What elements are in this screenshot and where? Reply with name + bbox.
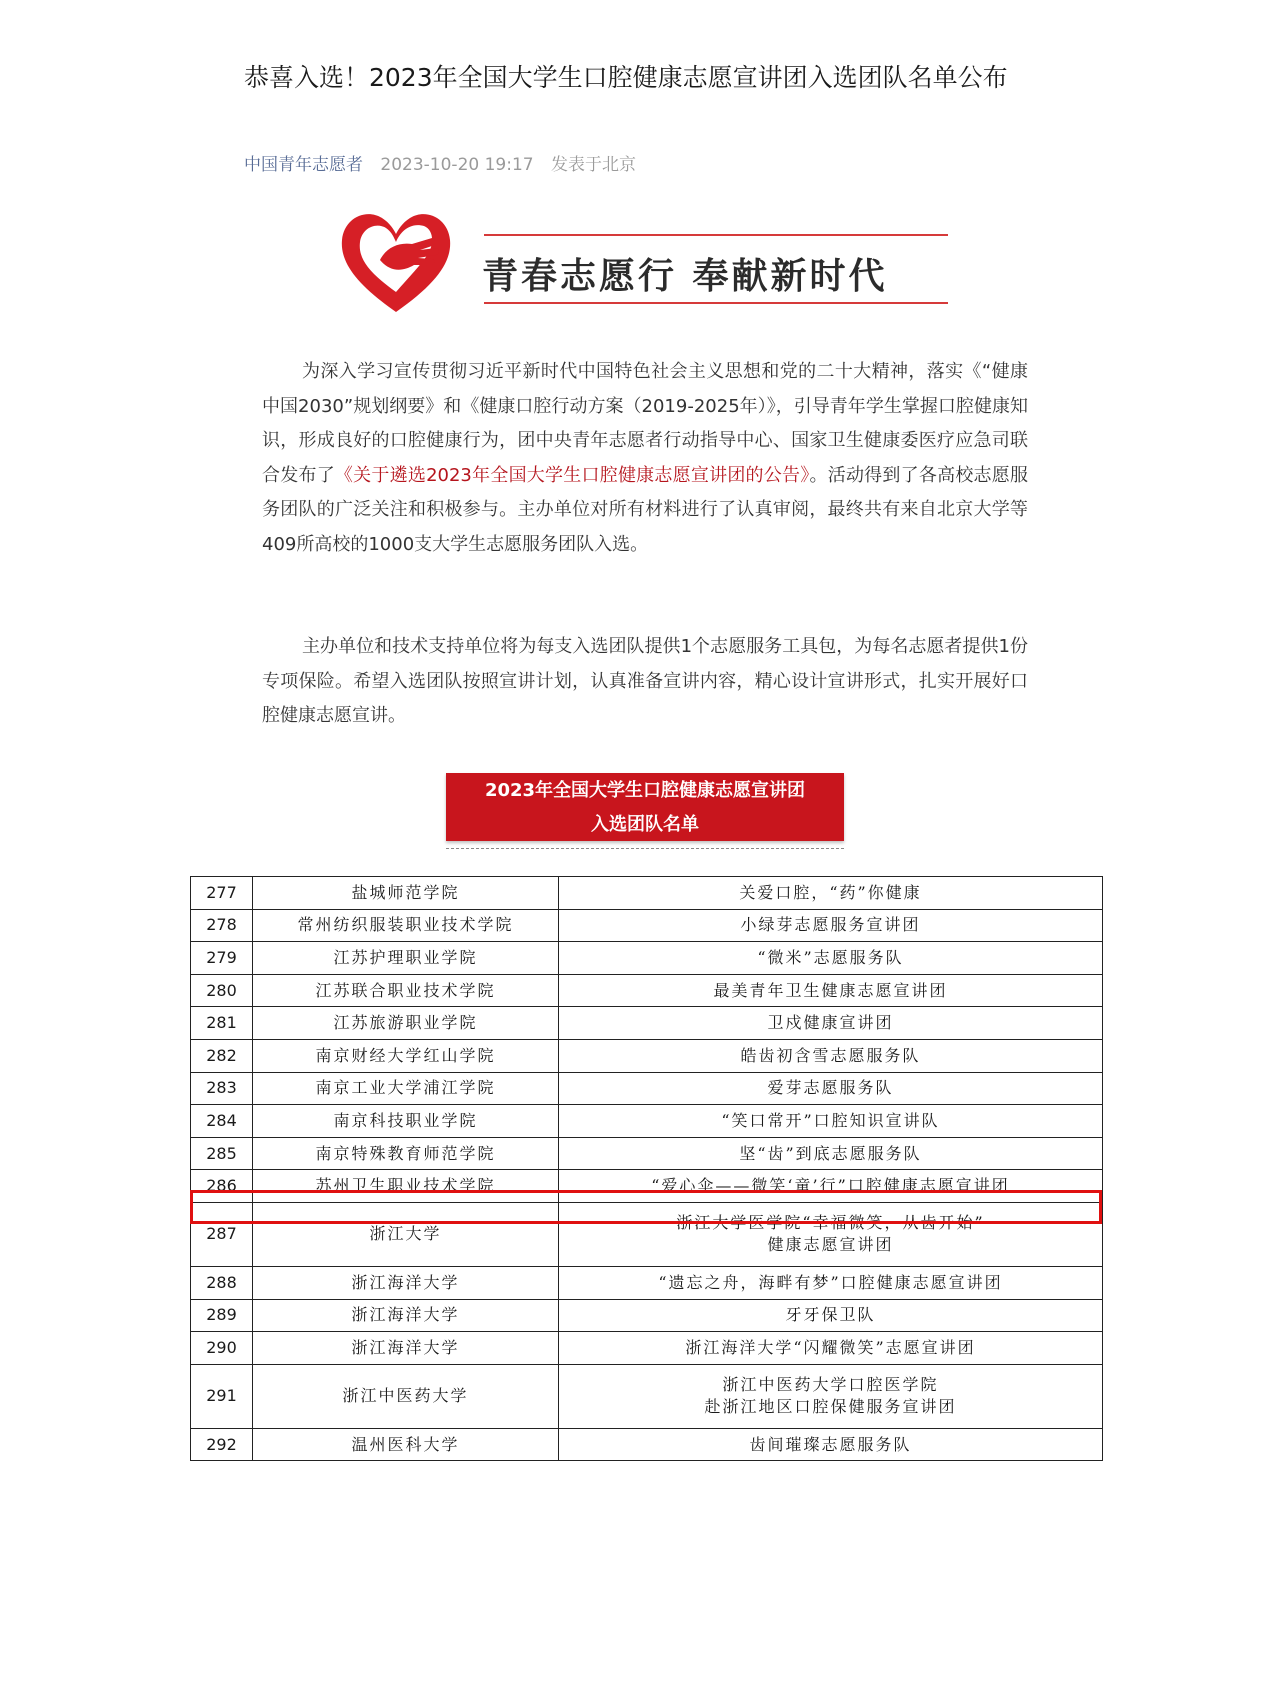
school-name: 江苏护理职业学院 [253,942,559,975]
intro-text-b: 。活动得到了各高校志愿服务团队的广泛关注和积极参与。主办单位对所有材料进行了认真审阅，最终共有来自北京大学等409所高校的1000支大学生志愿服务团队入选。 [262,464,1029,555]
team-name: 最美青年卫生健康志愿宣讲团 [559,974,1103,1007]
team-name: “遗忘之舟，海畔有梦”口腔健康志愿宣讲团 [559,1266,1103,1299]
team-name-line1: 浙江大学医学院“幸福微笑，从齿开始” [676,1213,985,1233]
list-header-line2: 入选团队名单 [591,814,699,835]
row-number: 288 [191,1266,253,1299]
team-name: 皓齿初含雪志愿服务队 [559,1039,1103,1072]
table-row [191,1039,1103,1072]
volunteer-heart-hand-logo-icon [336,204,456,322]
school-name: 浙江海洋大学 [253,1299,559,1332]
list-header-banner [446,773,844,841]
dashed-divider [446,848,844,849]
banner-slogan: 青春志愿行 奉献新时代 [482,255,888,297]
team-name: 浙江海洋大学“闪耀微笑”志愿宣讲团 [559,1332,1103,1365]
table-row [191,1299,1103,1332]
row-number: 277 [191,877,253,910]
row-number: 289 [191,1299,253,1332]
table-row [191,1364,1103,1428]
table-row [191,974,1103,1007]
school-name: 南京特殊教育师范学院 [253,1137,559,1170]
team-name: 齿间璀璨志愿服务队 [559,1428,1103,1461]
team-name-line2: 健康志愿宣讲团 [767,1235,894,1255]
publish-location: 发表于北京 [551,155,637,175]
row-number: 282 [191,1039,253,1072]
intro-text-a: 为深入学习宣传贯彻习近平新时代中国特色社会主义思想和党的二十大精神，落实《“健康中国2030”规划纲要》和《健康口腔行动方案（2019-2025年）》，引导青年学生掌握口腔健康知识，形成良好的口腔健康行为，团中央青年志愿者行动指导中心、国家卫生健康委医疗应急司联合发布了 [262,361,1028,486]
table-row-highlighted [191,1170,1103,1203]
publish-time: 2023-10-20 19:17 [380,155,534,175]
table-row [191,1137,1103,1170]
article-meta [244,150,636,175]
row-number: 281 [191,1007,253,1040]
row-number: 290 [191,1332,253,1365]
volunteer-banner [336,204,956,322]
row-number: 279 [191,942,253,975]
row-number: 284 [191,1105,253,1138]
team-name: “爱心伞——微笑‘童’行”口腔健康志愿宣讲团 [559,1170,1103,1203]
row-number: 291 [191,1364,253,1428]
school-name: 盐城师范学院 [253,877,559,910]
row-number: 292 [191,1428,253,1461]
school-name: 浙江海洋大学 [253,1332,559,1365]
team-name: 牙牙保卫队 [559,1299,1103,1332]
school-name: 苏州卫生职业技术学院 [253,1170,559,1203]
row-number: 285 [191,1137,253,1170]
team-name: “微米”志愿服务队 [559,942,1103,975]
list-header-line1: 2023年全国大学生口腔健康志愿宣讲团 [484,780,806,801]
intro-paragraph [262,355,1028,562]
school-name: 常州纺织服装职业技术学院 [253,909,559,942]
school-name: 南京财经大学红山学院 [253,1039,559,1072]
table-row [191,877,1103,910]
table-row [191,1266,1103,1299]
team-name: 关爱口腔，“药”你健康 [559,877,1103,910]
table-row [191,942,1103,975]
school-name: 江苏旅游职业学院 [253,1007,559,1040]
table-row [191,1428,1103,1461]
article-title: 恭喜入选！2023年全国大学生口腔健康志愿宣讲团入选团队名单公布 [244,63,1008,92]
school-name: 南京科技职业学院 [253,1105,559,1138]
team-name-line2: 赴浙江地区口腔保健服务宣讲团 [704,1397,957,1417]
row-number: 283 [191,1072,253,1105]
team-name: “笑口常开”口腔知识宣讲队 [559,1105,1103,1138]
team-name: 爱芽志愿服务队 [559,1072,1103,1105]
account-name-link[interactable]: 中国青年志愿者 [244,155,363,175]
school-name: 浙江海洋大学 [253,1266,559,1299]
table-row [191,1007,1103,1040]
row-number: 286 [191,1170,253,1203]
banner-top-rule [484,234,948,236]
support-paragraph: 主办单位和技术支持单位将为每支入选团队提供1个志愿服务工具包，为每名志愿者提供1份专项保险。希望入选团队按照宣讲计划，认真准备宣讲内容，精心设计宣讲形式，扎实开展好口腔健康志愿宣讲。 [262,636,1028,726]
team-name [559,1202,1103,1266]
school-name: 江苏联合职业技术学院 [253,974,559,1007]
row-number: 287 [191,1202,253,1266]
table-row [191,909,1103,942]
team-name [559,1364,1103,1428]
team-roster-table [190,876,1103,1461]
school-name: 浙江中医药大学 [253,1364,559,1428]
table-row [191,1202,1103,1266]
table-row [191,1332,1103,1365]
team-name: 卫戍健康宣讲团 [559,1007,1103,1040]
banner-bottom-rule [484,302,948,304]
team-name: 小绿芽志愿服务宣讲团 [559,909,1103,942]
announcement-link[interactable]: 《关于遴选2023年全国大学生口腔健康志愿宣讲团的公告》 [334,464,810,486]
table-row [191,1072,1103,1105]
school-name: 浙江大学 [253,1202,559,1266]
row-number: 280 [191,974,253,1007]
team-name-line1: 浙江中医药大学口腔医学院 [722,1375,939,1395]
school-name: 温州医科大学 [253,1428,559,1461]
row-number: 278 [191,909,253,942]
team-name: 坚“齿”到底志愿服务队 [559,1137,1103,1170]
table-row [191,1105,1103,1138]
school-name: 南京工业大学浦江学院 [253,1072,559,1105]
